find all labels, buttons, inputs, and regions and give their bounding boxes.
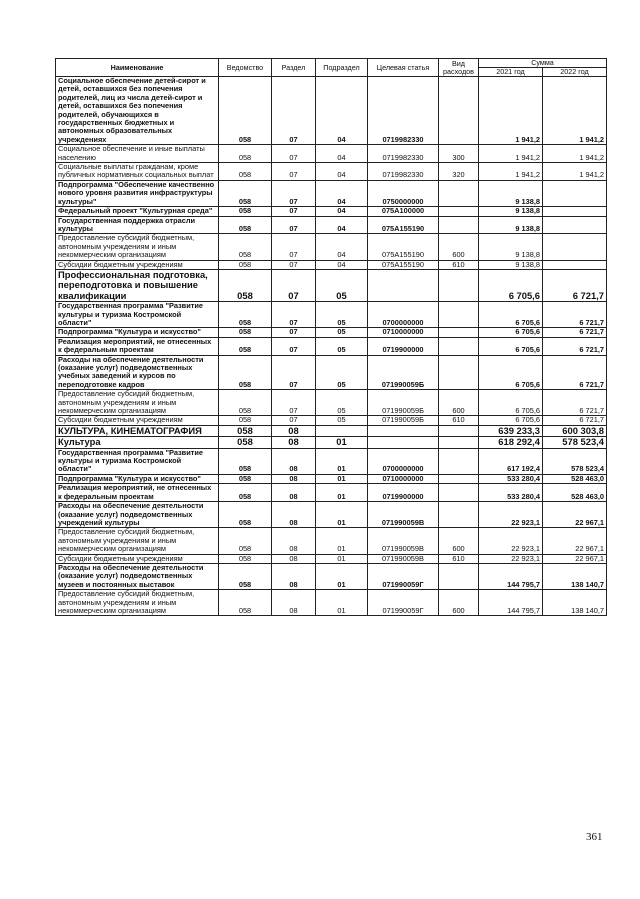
row-razdel: 07	[272, 355, 316, 390]
col-podrazdel-header: Подраздел	[316, 59, 368, 77]
row-podrazdel: 04	[316, 77, 368, 145]
table-row	[56, 416, 607, 425]
row-sum-2021: 22 923,1	[479, 554, 543, 563]
row-sum-2021: 144 795,7	[479, 563, 543, 589]
row-sum-2022: 6 721,7	[543, 269, 607, 301]
row-vid: 600	[439, 390, 479, 416]
row-sum-2021: 9 138,8	[479, 234, 543, 260]
row-sum-2021: 9 138,8	[479, 207, 543, 216]
row-name: Социальное обеспечение и иные выплаты населению	[56, 145, 219, 163]
row-celevaya: 075А155190	[368, 216, 439, 234]
row-celevaya	[368, 425, 439, 436]
table-row	[56, 163, 607, 181]
row-razdel: 08	[272, 554, 316, 563]
row-razdel: 07	[272, 234, 316, 260]
row-celevaya: 0700000000	[368, 302, 439, 328]
table-row	[56, 337, 607, 355]
row-vid	[439, 337, 479, 355]
table-row	[56, 448, 607, 474]
row-razdel: 07	[272, 328, 316, 337]
row-sum-2021: 1 941,2	[479, 163, 543, 181]
row-sum-2022	[543, 260, 607, 269]
col-celevaya-header: Целевая статья	[368, 59, 439, 77]
row-sum-2021: 639 233,3	[479, 425, 543, 436]
row-vid	[439, 355, 479, 390]
row-vid: 610	[439, 416, 479, 425]
row-celevaya: 0719982330	[368, 163, 439, 181]
row-vid: 600	[439, 234, 479, 260]
row-name: Субсидии бюджетным учреждениям	[56, 416, 219, 425]
table-row	[56, 216, 607, 234]
row-celevaya	[368, 269, 439, 301]
row-name: Профессиональная подготовка, переподготовка и повышение квалификации	[56, 269, 219, 301]
row-razdel: 07	[272, 260, 316, 269]
col-summa-header: Сумма	[479, 59, 607, 68]
row-celevaya: 0719900000	[368, 484, 439, 502]
row-name: Федеральный проект "Культурная среда"	[56, 207, 219, 216]
row-sum-2021: 6 705,6	[479, 355, 543, 390]
row-vedomstvo: 058	[219, 528, 272, 554]
row-celevaya: 071990059В	[368, 554, 439, 563]
table-row	[56, 355, 607, 390]
row-vedomstvo: 058	[219, 563, 272, 589]
row-podrazdel: 05	[316, 416, 368, 425]
row-sum-2022	[543, 234, 607, 260]
row-name: Государственная программа "Развитие культуры и туризма Костромской области"	[56, 302, 219, 328]
row-sum-2021: 1 941,2	[479, 145, 543, 163]
row-razdel: 08	[272, 528, 316, 554]
row-razdel: 07	[272, 269, 316, 301]
row-vid	[439, 207, 479, 216]
table-row	[56, 77, 607, 145]
row-sum-2021: 6 705,6	[479, 416, 543, 425]
row-podrazdel: 01	[316, 502, 368, 528]
table-row	[56, 328, 607, 337]
table-row	[56, 207, 607, 216]
row-name: Государственная поддержка отрасли культуры	[56, 216, 219, 234]
row-vid	[439, 216, 479, 234]
row-podrazdel: 01	[316, 563, 368, 589]
row-celevaya: 071990059В	[368, 502, 439, 528]
row-name: Подпрограмма "Культура и искусство"	[56, 328, 219, 337]
row-sum-2022: 6 721,7	[543, 328, 607, 337]
row-sum-2022: 22 967,1	[543, 502, 607, 528]
row-podrazdel: 01	[316, 474, 368, 483]
row-podrazdel: 05	[316, 269, 368, 301]
col-vedomstvo-header: Ведомство	[219, 59, 272, 77]
row-sum-2022: 6 721,7	[543, 390, 607, 416]
budget-table	[55, 58, 607, 616]
row-sum-2022: 578 523,4	[543, 437, 607, 448]
row-vid	[439, 425, 479, 436]
row-sum-2021: 618 292,4	[479, 437, 543, 448]
row-sum-2021: 6 705,6	[479, 328, 543, 337]
row-razdel: 07	[272, 145, 316, 163]
row-podrazdel: 04	[316, 145, 368, 163]
table-row	[56, 425, 607, 436]
row-sum-2021: 6 705,6	[479, 390, 543, 416]
row-sum-2021: 617 192,4	[479, 448, 543, 474]
row-celevaya: 0719900000	[368, 337, 439, 355]
row-podrazdel: 01	[316, 448, 368, 474]
row-vid	[439, 77, 479, 145]
row-name: Государственная программа "Развитие культуры и туризма Костромской области"	[56, 448, 219, 474]
row-podrazdel: 04	[316, 180, 368, 206]
row-vid	[439, 437, 479, 448]
row-vedomstvo: 058	[219, 425, 272, 436]
table-row	[56, 390, 607, 416]
row-podrazdel: 04	[316, 216, 368, 234]
row-sum-2022: 22 967,1	[543, 528, 607, 554]
table-row	[56, 563, 607, 589]
row-sum-2021: 22 923,1	[479, 528, 543, 554]
row-vedomstvo: 058	[219, 416, 272, 425]
row-vedomstvo: 058	[219, 234, 272, 260]
row-sum-2021: 6 705,6	[479, 302, 543, 328]
row-sum-2022: 600 303,8	[543, 425, 607, 436]
row-sum-2021: 22 923,1	[479, 502, 543, 528]
row-vid: 610	[439, 554, 479, 563]
row-vid: 320	[439, 163, 479, 181]
table-row	[56, 180, 607, 206]
row-podrazdel: 05	[316, 390, 368, 416]
row-name: Социальные выплаты гражданам, кроме публичных нормативных социальных выплат	[56, 163, 219, 181]
row-sum-2021: 533 280,4	[479, 474, 543, 483]
row-razdel: 08	[272, 437, 316, 448]
row-sum-2022	[543, 207, 607, 216]
row-sum-2022: 138 140,7	[543, 590, 607, 616]
row-vid	[439, 448, 479, 474]
row-celevaya: 0710000000	[368, 474, 439, 483]
row-podrazdel: 05	[316, 337, 368, 355]
row-sum-2022: 6 721,7	[543, 355, 607, 390]
row-podrazdel	[316, 425, 368, 436]
row-sum-2021: 144 795,7	[479, 590, 543, 616]
row-name: Подпрограмма "Обеспечение качественно нового уровня развития инфраструктуры культуры"	[56, 180, 219, 206]
table-row	[56, 302, 607, 328]
row-vedomstvo: 058	[219, 163, 272, 181]
row-podrazdel: 04	[316, 234, 368, 260]
table-header	[56, 59, 607, 77]
row-sum-2022: 6 721,7	[543, 302, 607, 328]
row-sum-2021: 6 705,6	[479, 269, 543, 301]
row-podrazdel: 05	[316, 328, 368, 337]
row-sum-2022: 528 463,0	[543, 474, 607, 483]
row-celevaya: 071990059Б	[368, 416, 439, 425]
row-sum-2021: 6 705,6	[479, 337, 543, 355]
row-razdel: 08	[272, 563, 316, 589]
row-vedomstvo: 058	[219, 302, 272, 328]
row-vedomstvo: 058	[219, 484, 272, 502]
row-sum-2022: 22 967,1	[543, 554, 607, 563]
row-vid	[439, 180, 479, 206]
row-vedomstvo: 058	[219, 180, 272, 206]
col-name-header: Наименование	[56, 59, 219, 77]
row-vedomstvo: 058	[219, 355, 272, 390]
col-vid-header: Вид расходов	[439, 59, 479, 77]
row-sum-2022: 6 721,7	[543, 337, 607, 355]
row-podrazdel: 04	[316, 163, 368, 181]
row-name: Подпрограмма "Культура и искусство"	[56, 474, 219, 483]
row-vid: 600	[439, 590, 479, 616]
row-celevaya: 0750000000	[368, 180, 439, 206]
row-celevaya: 075А155190	[368, 234, 439, 260]
row-podrazdel: 01	[316, 437, 368, 448]
row-name: Расходы на обеспечение деятельности (оказание услуг) подведомственных музеев и постоянных выставок	[56, 563, 219, 589]
row-sum-2022: 1 941,2	[543, 77, 607, 145]
row-name: Предоставление субсидий бюджетным, автономным учреждениям и иным некоммерческим организациям	[56, 234, 219, 260]
row-sum-2021: 9 138,8	[479, 216, 543, 234]
row-celevaya: 071990059Г	[368, 590, 439, 616]
row-vid	[439, 474, 479, 483]
row-vid	[439, 502, 479, 528]
row-name: Субсидии бюджетным учреждениям	[56, 554, 219, 563]
row-sum-2022: 1 941,2	[543, 163, 607, 181]
table-row	[56, 528, 607, 554]
row-vid: 610	[439, 260, 479, 269]
row-celevaya: 0719982330	[368, 77, 439, 145]
row-sum-2022	[543, 180, 607, 206]
row-vedomstvo: 058	[219, 269, 272, 301]
row-vedomstvo: 058	[219, 474, 272, 483]
row-sum-2021: 9 138,8	[479, 260, 543, 269]
table-body	[56, 77, 607, 616]
row-vedomstvo: 058	[219, 145, 272, 163]
row-vedomstvo: 058	[219, 328, 272, 337]
row-razdel: 07	[272, 180, 316, 206]
row-name: Социальное обеспечение детей-сирот и детей, оставшихся без попечения родителей, лиц из числа детей-сирот и детей, оставшихся без попечения родителей, обучающихся в государственных бюджетных и автономных образовательных учреждениях	[56, 77, 219, 145]
row-celevaya: 075А100000	[368, 207, 439, 216]
table-row	[56, 484, 607, 502]
row-name: Реализация мероприятий, не отнесенных к федеральным проектам	[56, 484, 219, 502]
row-celevaya	[368, 437, 439, 448]
row-razdel: 08	[272, 590, 316, 616]
row-name: КУЛЬТУРА, КИНЕМАТОГРАФИЯ	[56, 425, 219, 436]
col-2022-header: 2022 год	[543, 68, 607, 77]
row-sum-2022: 528 463,0	[543, 484, 607, 502]
row-podrazdel: 05	[316, 302, 368, 328]
row-vid	[439, 302, 479, 328]
row-vedomstvo: 058	[219, 590, 272, 616]
row-name: Предоставление субсидий бюджетным, автономным учреждениям и иным некоммерческим организациям	[56, 528, 219, 554]
table-row	[56, 590, 607, 616]
row-name: Расходы на обеспечение деятельности (оказание услуг) подведомственных учебных заведений и курсов по переподготовке кадров	[56, 355, 219, 390]
row-vedomstvo: 058	[219, 337, 272, 355]
row-celevaya: 071990059Г	[368, 563, 439, 589]
row-vedomstvo: 058	[219, 77, 272, 145]
row-name: Предоставление субсидий бюджетным, автономным учреждениям и иным некоммерческим организациям	[56, 590, 219, 616]
row-razdel: 08	[272, 474, 316, 483]
table-row	[56, 145, 607, 163]
row-razdel: 08	[272, 425, 316, 436]
row-vedomstvo: 058	[219, 448, 272, 474]
row-celevaya: 0710000000	[368, 328, 439, 337]
row-podrazdel: 01	[316, 528, 368, 554]
row-vid	[439, 563, 479, 589]
row-celevaya: 071990059В	[368, 528, 439, 554]
row-sum-2021: 9 138,8	[479, 180, 543, 206]
row-sum-2022: 1 941,2	[543, 145, 607, 163]
row-razdel: 07	[272, 390, 316, 416]
row-razdel: 08	[272, 484, 316, 502]
row-name: Расходы на обеспечение деятельности (оказание услуг) подведомственных учреждений культуры	[56, 502, 219, 528]
row-razdel: 07	[272, 337, 316, 355]
row-vedomstvo: 058	[219, 502, 272, 528]
table-row	[56, 437, 607, 448]
row-sum-2022: 6 721,7	[543, 416, 607, 425]
row-celevaya: 071990059Б	[368, 390, 439, 416]
row-razdel: 07	[272, 207, 316, 216]
row-razdel: 07	[272, 416, 316, 425]
row-sum-2022: 578 523,4	[543, 448, 607, 474]
row-name: Культура	[56, 437, 219, 448]
row-vedomstvo: 058	[219, 216, 272, 234]
row-sum-2022	[543, 216, 607, 234]
row-razdel: 07	[272, 302, 316, 328]
row-razdel: 08	[272, 502, 316, 528]
row-vid	[439, 328, 479, 337]
row-podrazdel: 01	[316, 590, 368, 616]
row-podrazdel: 05	[316, 355, 368, 390]
row-name: Предоставление субсидий бюджетным, автономным учреждениям и иным некоммерческим организациям	[56, 390, 219, 416]
row-podrazdel: 04	[316, 207, 368, 216]
row-vedomstvo: 058	[219, 207, 272, 216]
row-razdel: 07	[272, 77, 316, 145]
row-vedomstvo: 058	[219, 390, 272, 416]
row-vedomstvo: 058	[219, 437, 272, 448]
row-razdel: 07	[272, 216, 316, 234]
table-row	[56, 269, 607, 301]
table-row	[56, 234, 607, 260]
row-vedomstvo: 058	[219, 260, 272, 269]
row-podrazdel: 01	[316, 554, 368, 563]
row-name: Реализация мероприятий, не отнесенных к федеральным проектам	[56, 337, 219, 355]
row-sum-2021: 1 941,2	[479, 77, 543, 145]
row-celevaya: 0700000000	[368, 448, 439, 474]
row-celevaya: 075А155190	[368, 260, 439, 269]
col-razdel-header: Раздел	[272, 59, 316, 77]
row-podrazdel: 01	[316, 484, 368, 502]
row-vedomstvo: 058	[219, 554, 272, 563]
row-celevaya: 071990059Б	[368, 355, 439, 390]
page-number: 361	[586, 831, 603, 843]
row-vid: 600	[439, 528, 479, 554]
row-vid: 300	[439, 145, 479, 163]
row-razdel: 08	[272, 448, 316, 474]
row-podrazdel: 04	[316, 260, 368, 269]
row-sum-2022: 138 140,7	[543, 563, 607, 589]
row-vid	[439, 269, 479, 301]
row-razdel: 07	[272, 163, 316, 181]
row-sum-2021: 533 280,4	[479, 484, 543, 502]
table-row	[56, 502, 607, 528]
row-vid	[439, 484, 479, 502]
col-2021-header: 2021 год	[479, 68, 543, 77]
row-name: Субсидии бюджетным учреждениям	[56, 260, 219, 269]
row-celevaya: 0719982330	[368, 145, 439, 163]
